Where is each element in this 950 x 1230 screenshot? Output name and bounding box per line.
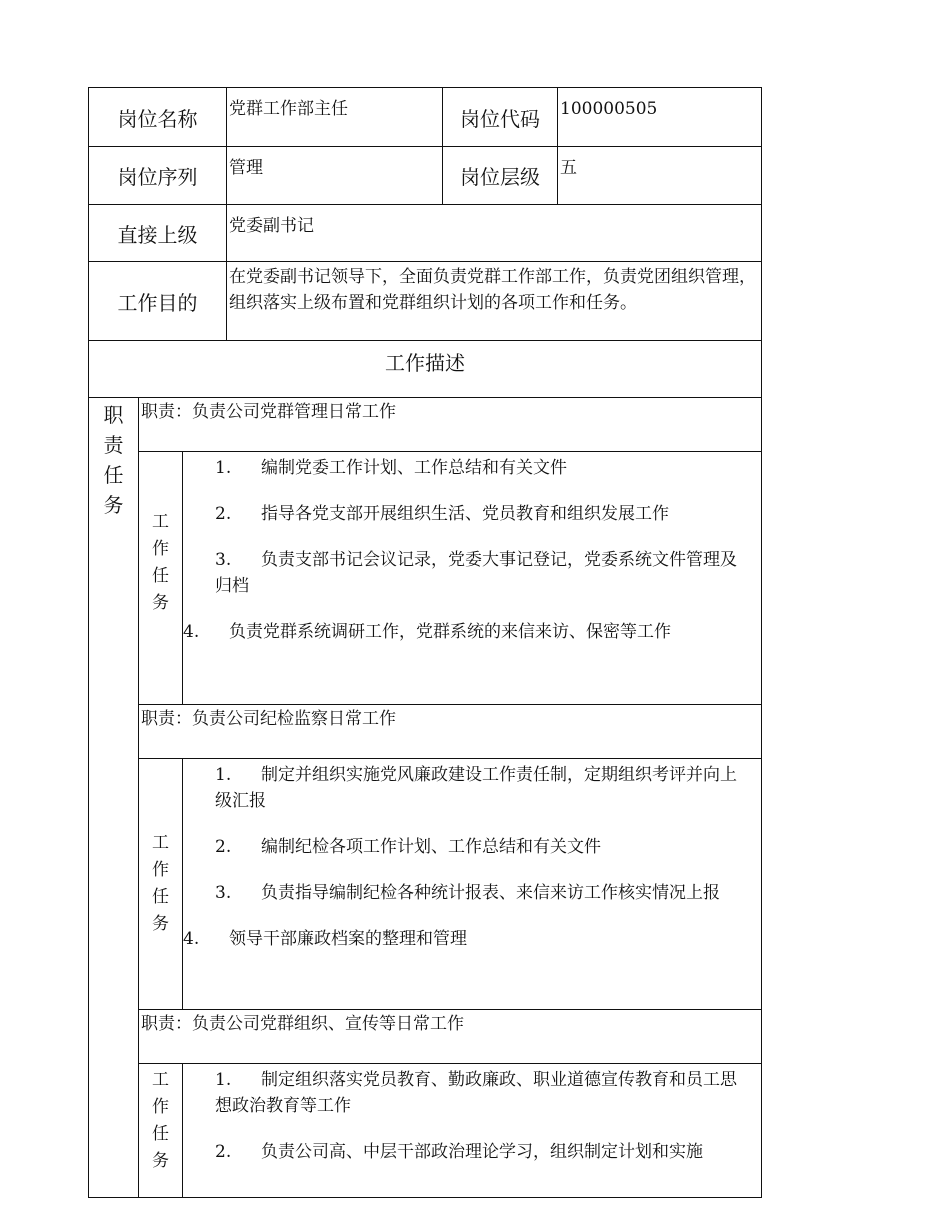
task-text: 负责支部书记会议记录，党委大事记登记，党委系统文件管理及归档 — [215, 550, 737, 596]
task-item — [183, 455, 753, 481]
tasks-label-char: 作 — [152, 1097, 169, 1117]
row-sequence — [89, 147, 762, 205]
tasks-label-char: 任 — [152, 566, 169, 586]
sequence-value: 管理 — [227, 147, 443, 205]
task-list — [183, 1064, 762, 1198]
row-objective — [89, 262, 762, 341]
tasks-label-char: 作 — [152, 539, 169, 559]
tasks-label-char: 务 — [152, 914, 169, 934]
task-number: 1. — [215, 458, 232, 478]
task-text: 领导干部廉政档案的整理和管理 — [229, 929, 467, 949]
task-number: 3. — [215, 883, 232, 903]
row-superior — [89, 205, 762, 262]
task-item — [183, 880, 753, 906]
tasks-label-char: 任 — [152, 887, 169, 907]
responsibility-3-tasks-row — [89, 1064, 762, 1198]
level-value: 五 — [558, 147, 762, 205]
position-name-label: 岗位名称 — [89, 88, 227, 147]
position-code-value: 100000505 — [558, 88, 762, 147]
task-list — [183, 759, 762, 1010]
sequence-label: 岗位序列 — [89, 147, 227, 205]
task-number: 4. — [183, 929, 200, 949]
objective-label: 工作目的 — [89, 262, 227, 341]
tasks-vertical-label — [139, 452, 183, 705]
description-title: 工作描述 — [89, 341, 762, 398]
duties-label-char: 责 — [103, 433, 124, 457]
position-code-label: 岗位代码 — [443, 88, 558, 147]
tasks-vertical-label — [139, 759, 183, 1010]
task-number: 2. — [215, 837, 232, 857]
responsibility-2-title-row — [89, 705, 762, 759]
task-item — [183, 834, 753, 860]
tasks-label-char: 工 — [152, 512, 169, 532]
task-text: 负责党群系统调研工作，党群系统的来信来访、保密等工作 — [229, 622, 671, 642]
task-number: 4. — [183, 622, 200, 642]
task-item — [183, 762, 753, 814]
level-label: 岗位层级 — [443, 147, 558, 205]
position-name-value: 党群工作部主任 — [227, 88, 443, 147]
tasks-label-char: 务 — [152, 1151, 169, 1171]
duties-label-char: 职 — [103, 403, 124, 427]
task-item — [183, 926, 753, 952]
responsibility-1-tasks-row — [89, 452, 762, 705]
row-description-title — [89, 341, 762, 398]
superior-value: 党委副书记 — [227, 205, 762, 262]
responsibility-1-title-row — [89, 398, 762, 452]
task-text: 指导各党支部开展组织生活、党员教育和组织发展工作 — [261, 504, 669, 524]
tasks-label-char: 工 — [152, 1070, 169, 1090]
duties-label-char: 务 — [103, 493, 124, 517]
duties-label-char: 任 — [103, 463, 124, 487]
job-description-document — [88, 87, 761, 1198]
duties-vertical-label — [89, 398, 139, 1198]
tasks-label-char: 任 — [152, 1124, 169, 1144]
task-number: 2. — [215, 504, 232, 524]
task-list — [183, 452, 762, 705]
task-text: 制定并组织实施党风廉政建设工作责任制，定期组织考评并向上级汇报 — [215, 765, 737, 811]
job-description-table — [88, 87, 762, 1198]
task-number: 3. — [215, 550, 232, 570]
row-position-name — [89, 88, 762, 147]
task-text: 编制党委工作计划、工作总结和有关文件 — [261, 458, 567, 478]
task-item — [183, 547, 753, 599]
task-item — [183, 1139, 753, 1165]
task-text: 制定组织落实党员教育、勤政廉政、职业道德宣传教育和员工思想政治教育等工作 — [215, 1070, 737, 1116]
task-number: 1. — [215, 765, 232, 785]
superior-label: 直接上级 — [89, 205, 227, 262]
tasks-vertical-label — [139, 1064, 183, 1198]
task-item — [183, 501, 753, 527]
task-number: 2. — [215, 1142, 232, 1162]
responsibility-title: 职责：负责公司党群组织、宣传等日常工作 — [139, 1010, 762, 1064]
task-text: 编制纪检各项工作计划、工作总结和有关文件 — [261, 837, 601, 857]
task-text: 负责指导编制纪检各种统计报表、来信来访工作核实情况上报 — [261, 883, 720, 903]
responsibility-title: 职责：负责公司党群管理日常工作 — [139, 398, 762, 452]
tasks-label-char: 作 — [152, 860, 169, 880]
task-item — [183, 619, 753, 645]
task-number: 1. — [215, 1070, 232, 1090]
responsibility-3-title-row — [89, 1010, 762, 1064]
tasks-label-char: 务 — [152, 593, 169, 613]
objective-value: 在党委副书记领导下，全面负责党群工作部工作，负责党团组织管理，组织落实上级布置和党群组织计划的各项工作和任务。 — [227, 262, 762, 341]
task-text: 负责公司高、中层干部政治理论学习，组织制定计划和实施 — [261, 1142, 703, 1162]
responsibility-2-tasks-row — [89, 759, 762, 1010]
tasks-label-char: 工 — [152, 833, 169, 853]
responsibility-title: 职责：负责公司纪检监察日常工作 — [139, 705, 762, 759]
task-item — [183, 1067, 753, 1119]
